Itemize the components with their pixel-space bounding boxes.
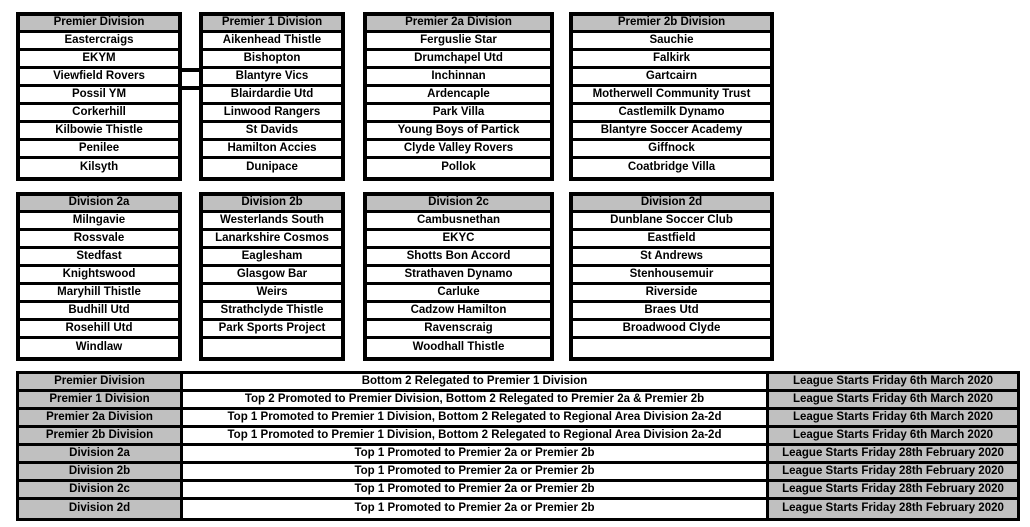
team-row: Blantyre Soccer Academy [573,123,770,141]
team-row: Blantyre Vics [203,69,341,87]
team-row: Ravenscraig [367,321,550,339]
team-row: Stedfast [20,249,178,267]
team-row: Clyde Valley Rovers [367,141,550,159]
team-row: Motherwell Community Trust [573,87,770,105]
team-row: Braes Utd [573,303,770,321]
summary-rule-text: Top 1 Promoted to Premier 2a or Premier 2b [183,464,769,479]
summary-rule-text: Top 1 Promoted to Premier 1 Division, Bottom 2 Relegated to Regional Area Division 2a-2d [183,428,769,443]
team-row: Lanarkshire Cosmos [203,231,341,249]
team-row: Sauchie [573,33,770,51]
team-row: Woodhall Thistle [367,339,550,357]
team-row: Penilee [20,141,178,159]
summary-start-date: League Starts Friday 28th February 2020 [769,500,1017,518]
team-row: St Andrews [573,249,770,267]
team-row: Eastfield [573,231,770,249]
summary-rule-text: Top 2 Promoted to Premier Division, Bottom 2 Relegated to Premier 2a & Premier 2b [183,392,769,407]
summary-row [19,428,1017,446]
summary-start-date: League Starts Friday 6th March 2020 [769,428,1017,443]
team-row: Coatbridge Villa [573,159,770,177]
division-tables-row-1 [16,12,774,181]
team-row: Bishopton [203,51,341,69]
summary-row [19,446,1017,464]
team-row: Viewfield Rovers [20,69,178,87]
summary-division-name: Division 2b [19,464,183,479]
division-table-title: Premier 2a Division [367,16,550,33]
division-table-title: Premier 2b Division [573,16,770,33]
division-table-division-2d [569,192,774,361]
summary-row [19,482,1017,500]
summary-start-date: League Starts Friday 28th February 2020 [769,464,1017,479]
division-table-division-2c [363,192,554,361]
team-row: Inchinnan [367,69,550,87]
team-row: Young Boys of Partick [367,123,550,141]
team-row: Hamilton Accies [203,141,341,159]
team-row: Rosehill Utd [20,321,178,339]
division-tables-row-2 [16,192,774,361]
team-row: Ferguslie Star [367,33,550,51]
team-row: Eaglesham [203,249,341,267]
table-gap [345,192,363,361]
team-row: Park Villa [367,105,550,123]
promotion-relegation-summary-table [16,371,1020,521]
team-row: Possil YM [20,87,178,105]
summary-start-date: League Starts Friday 28th February 2020 [769,482,1017,497]
team-row: Eastercraigs [20,33,178,51]
team-row: Gartcairn [573,69,770,87]
summary-division-name: Premier 2a Division [19,410,183,425]
summary-start-date: League Starts Friday 6th March 2020 [769,392,1017,407]
table-gap [554,192,569,361]
team-row: EKYM [20,51,178,69]
team-row: Dunipace [203,159,341,177]
summary-rule-text: Top 1 Promoted to Premier 1 Division, Bottom 2 Relegated to Regional Area Division 2a-2d [183,410,769,425]
team-row: Carluke [367,285,550,303]
division-table-title: Premier Division [20,16,178,33]
summary-division-name: Premier 2b Division [19,428,183,443]
team-row: Ardencaple [367,87,550,105]
summary-division-name: Premier Division [19,374,183,389]
team-row: St Davids [203,123,341,141]
team-row: Kilbowie Thistle [20,123,178,141]
division-table-division-2a [16,192,182,361]
team-row: Drumchapel Utd [367,51,550,69]
division-table-division-2b [199,192,345,361]
team-row: Maryhill Thistle [20,285,178,303]
summary-rule-text: Top 1 Promoted to Premier 2a or Premier 2b [183,482,769,497]
team-row-empty [203,339,341,357]
summary-row [19,410,1017,428]
summary-start-date: League Starts Friday 6th March 2020 [769,374,1017,389]
team-row: Glasgow Bar [203,267,341,285]
team-row: Giffnock [573,141,770,159]
team-row: Budhill Utd [20,303,178,321]
team-row: Cadzow Hamilton [367,303,550,321]
table-gap [182,12,199,181]
summary-division-name: Division 2a [19,446,183,461]
team-row: Riverside [573,285,770,303]
team-row: Dunblane Soccer Club [573,213,770,231]
division-table-title: Division 2b [203,196,341,213]
team-row: Falkirk [573,51,770,69]
table-gap [345,12,363,181]
division-table-title: Premier 1 Division [203,16,341,33]
table-connector-bar [178,68,200,72]
summary-rule-text: Top 1 Promoted to Premier 2a or Premier 2b [183,446,769,461]
division-table-title: Division 2d [573,196,770,213]
team-row: Park Sports Project [203,321,341,339]
team-row: Castlemilk Dynamo [573,105,770,123]
team-row: Linwood Rangers [203,105,341,123]
division-table-premier-division [16,12,182,181]
team-row: Blairdardie Utd [203,87,341,105]
team-row: Westerlands South [203,213,341,231]
team-row: Weirs [203,285,341,303]
summary-division-name: Premier 1 Division [19,392,183,407]
division-table-premier-1-division [199,12,345,181]
summary-start-date: League Starts Friday 6th March 2020 [769,410,1017,425]
team-row: Aikenhead Thistle [203,33,341,51]
team-row: Stenhousemuir [573,267,770,285]
team-row: Windlaw [20,339,178,357]
division-table-title: Division 2a [20,196,178,213]
division-table-premier-2b-division [569,12,774,181]
summary-row [19,374,1017,392]
division-table-premier-2a-division [363,12,554,181]
team-row: Knightswood [20,267,178,285]
team-row: Shotts Bon Accord [367,249,550,267]
summary-row [19,392,1017,410]
table-connector-bar [178,86,200,90]
summary-division-name: Division 2c [19,482,183,497]
summary-division-name: Division 2d [19,500,183,518]
table-gap [182,192,199,361]
summary-row [19,500,1017,518]
summary-rule-text: Bottom 2 Relegated to Premier 1 Division [183,374,769,389]
team-row: EKYC [367,231,550,249]
team-row: Broadwood Clyde [573,321,770,339]
team-row: Pollok [367,159,550,177]
team-row: Kilsyth [20,159,178,177]
summary-rule-text: Top 1 Promoted to Premier 2a or Premier 2b [183,500,769,518]
team-row: Corkerhill [20,105,178,123]
summary-start-date: League Starts Friday 28th February 2020 [769,446,1017,461]
team-row: Strathaven Dynamo [367,267,550,285]
team-row: Milngavie [20,213,178,231]
team-row: Strathclyde Thistle [203,303,341,321]
summary-row [19,464,1017,482]
team-row-empty [573,339,770,357]
team-row: Cambusnethan [367,213,550,231]
team-row: Rossvale [20,231,178,249]
table-gap [554,12,569,181]
division-table-title: Division 2c [367,196,550,213]
